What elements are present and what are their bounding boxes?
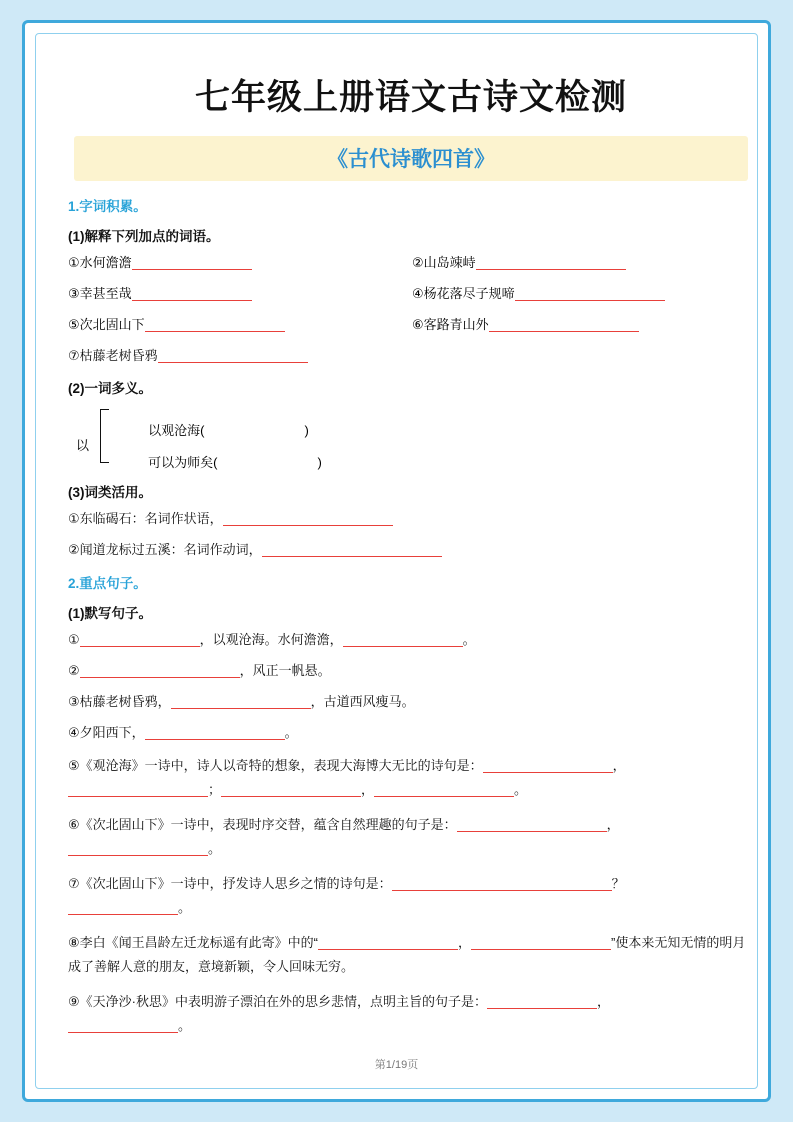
page-footer: 第1/19页 [374, 1059, 419, 1071]
answer-blank[interactable] [68, 782, 208, 797]
subsection-heading-2-1: (1)默写句子。 [68, 606, 152, 621]
polysemy-group [76, 405, 756, 470]
vocab-item-6 [412, 315, 756, 335]
dictation-item-7-sep: ？ [611, 876, 625, 891]
polysemy-line-2-text: 可以为师矣( [148, 455, 218, 470]
dictation-item-5-end: 。 [514, 782, 528, 797]
polysemy-line-2-close: ) [317, 455, 322, 470]
dictation-item-7 [68, 872, 756, 920]
vocab-item-2 [412, 253, 756, 273]
vocab-item-5 [68, 315, 412, 335]
answer-blank[interactable] [145, 317, 285, 332]
dictation-item-1 [68, 630, 756, 650]
dictation-item-8-end: ”使本来无知无情的明月成了善解人意的朋友，意境新颖，令人回味无穷。 [68, 935, 746, 974]
vocab-item-2-text: ②山岛竦峙 [412, 255, 476, 270]
answer-blank[interactable] [487, 994, 597, 1009]
dictation-item-9-sep: ， [596, 994, 610, 1009]
answer-blank[interactable] [221, 782, 361, 797]
usage-item-1 [68, 509, 756, 529]
page-content [66, 56, 756, 1049]
dictation-item-8 [68, 931, 756, 979]
answer-blank[interactable] [68, 841, 208, 856]
vocab-item-6-text: ⑥客路青山外 [412, 317, 489, 332]
answer-blank[interactable] [68, 900, 178, 915]
answer-blank[interactable] [318, 935, 458, 950]
dictation-item-8-text: ⑧李白《闻王昌龄左迁龙标遥有此寄》中的“ [68, 935, 318, 950]
polysemy-line-1-close: ) [304, 423, 309, 438]
section-heading-1: 1.字词积累。 [68, 199, 147, 214]
vocab-item-4 [412, 284, 756, 304]
vocab-item-3-text: ③幸甚至哉 [68, 286, 132, 301]
answer-blank[interactable] [68, 1018, 178, 1033]
dictation-item-6-end: 。 [208, 841, 222, 856]
dictation-item-4-end: 。 [284, 725, 298, 740]
dictation-item-5-sep3: ， [361, 782, 375, 797]
answer-blank[interactable] [471, 935, 611, 950]
polysemy-line-2 [112, 437, 322, 486]
page-inner-border [35, 33, 758, 1089]
answer-blank[interactable] [483, 758, 613, 773]
dictation-item-1-text: ，以观沧海。水何澹澹， [199, 632, 343, 647]
dictation-item-5 [68, 754, 756, 802]
dictation-item-8-sep: ， [457, 935, 471, 950]
answer-blank[interactable] [80, 632, 200, 647]
answer-blank[interactable] [392, 876, 612, 891]
dictation-item-3-text: ③枯藤老树昏鸦， [68, 694, 171, 709]
answer-blank[interactable] [262, 542, 442, 557]
subsection-heading-1-2: (2)一词多义。 [68, 381, 152, 396]
polysemy-line-1-text: 以观沧海( [148, 423, 205, 438]
answer-gap[interactable] [217, 456, 317, 470]
dictation-item-2 [68, 661, 756, 681]
vocab-item-7-text: ⑦枯藤老树昏鸦 [68, 348, 158, 363]
usage-item-2 [68, 540, 756, 560]
page-title: 七年级上册语文古诗文检测 [194, 78, 627, 117]
answer-blank[interactable] [171, 694, 311, 709]
worksheet-page [22, 20, 771, 1102]
answer-blank[interactable] [515, 286, 665, 301]
vocab-item-1-text: ①水何澹澹 [68, 255, 132, 270]
usage-item-2-text: ②闻道龙标过五溪：名词作动词， [68, 542, 262, 557]
answer-blank[interactable] [476, 255, 626, 270]
answer-gap[interactable] [204, 424, 304, 438]
answer-blank[interactable] [80, 663, 240, 678]
dictation-item-5-sep2: ； [208, 782, 222, 797]
dictation-item-1-end: 。 [462, 632, 476, 647]
dictation-item-5-text: ⑤《观沧海》一诗中，诗人以奇特的想象，表现大海博大无比的诗句是： [68, 758, 483, 773]
answer-blank[interactable] [457, 817, 607, 832]
dictation-item-9-end: 。 [178, 1018, 192, 1033]
answer-blank[interactable] [132, 255, 252, 270]
answer-blank[interactable] [489, 317, 639, 332]
vocab-row-4 [68, 346, 756, 366]
subsection-heading-1-1: (1)解释下列加点的词语。 [68, 229, 220, 244]
answer-blank[interactable] [145, 725, 285, 740]
vocab-item-5-text: ⑤次北固山下 [68, 317, 145, 332]
section-heading-2: 2.重点句子。 [68, 576, 147, 591]
dictation-item-3-end: ，古道西风瘦马。 [310, 694, 415, 709]
dictation-item-4 [68, 723, 756, 743]
dictation-item-7-text: ⑦《次北固山下》一诗中，抒发诗人思乡之情的诗句是： [68, 876, 392, 891]
dictation-item-6 [68, 813, 756, 861]
brace-icon [100, 409, 109, 463]
dictation-item-9-text: ⑨《天净沙·秋思》中表明游子漂泊在外的思乡悲情，点明主旨的句子是： [68, 994, 487, 1009]
dictation-item-4-text: ④夕阳西下， [68, 725, 145, 740]
vocab-row-2 [68, 284, 756, 304]
answer-blank[interactable] [223, 511, 393, 526]
subsection-heading-1-3: (3)词类活用。 [68, 485, 152, 500]
subtitle-text: 《古代诗歌四首》 [327, 148, 495, 171]
answer-blank[interactable] [132, 286, 252, 301]
answer-blank[interactable] [343, 632, 463, 647]
dictation-item-7-end: 。 [178, 900, 192, 915]
polysemy-label: 以 [76, 438, 90, 453]
usage-item-1-text: ①东临碣石：名词作状语， [68, 511, 223, 526]
dictation-item-6-text: ⑥《次北固山下》一诗中，表现时序交替，蕴含自然理趣的句子是： [68, 817, 457, 832]
dictation-item-3 [68, 692, 756, 712]
vocab-item-1 [68, 253, 412, 273]
answer-blank[interactable] [158, 348, 308, 363]
dictation-item-2-num: ② [68, 663, 80, 678]
vocab-item-4-text: ④杨花落尽子规啼 [412, 286, 515, 301]
dictation-item-9 [68, 990, 756, 1038]
dictation-item-6-sep: ， [606, 817, 620, 832]
dictation-item-5-sep1: ， [612, 758, 626, 773]
subtitle-banner [74, 136, 748, 181]
answer-blank[interactable] [374, 782, 514, 797]
vocab-row-1 [68, 253, 756, 273]
vocab-item-3 [68, 284, 412, 304]
dictation-item-1-num: ① [68, 632, 80, 647]
vocab-row-3 [68, 315, 756, 335]
dictation-item-2-text: ，风正一帆悬。 [239, 663, 331, 678]
